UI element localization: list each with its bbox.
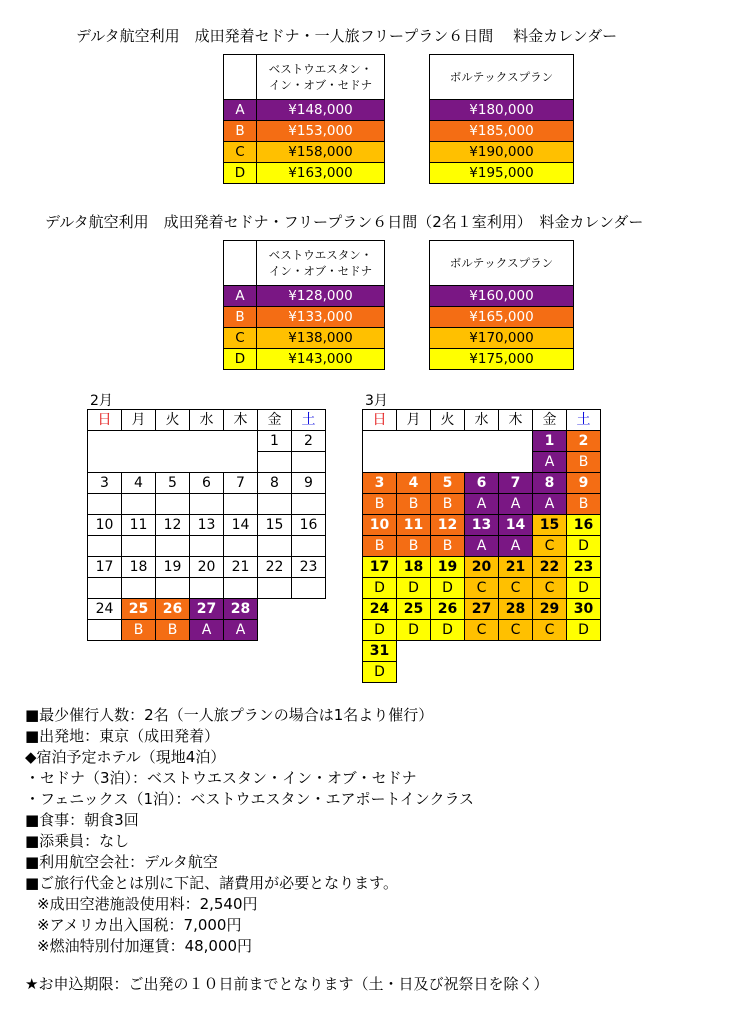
calendar-plan: D: [567, 536, 601, 557]
calendar-plan: B: [431, 536, 465, 557]
weekday-header: 月: [397, 410, 431, 431]
escort: ■添乗員：なし: [25, 832, 130, 850]
feb-month-label: 2月: [90, 393, 113, 409]
weekday-header: 金: [258, 410, 292, 431]
calendar-date: 26: [431, 599, 465, 620]
calendar-date: 6: [190, 473, 224, 494]
calendar-plan: B: [122, 620, 156, 641]
hotel1-header: [257, 241, 385, 286]
calendar-date: 10: [363, 515, 397, 536]
empty-day-block: [363, 431, 533, 473]
calendar-date: 22: [258, 557, 292, 578]
calendar-date: 16: [292, 515, 326, 536]
weekday-header: 木: [224, 410, 258, 431]
calendar-plan: C: [533, 536, 567, 557]
empty-cell: [431, 662, 465, 683]
calendar-date: 4: [397, 473, 431, 494]
empty-cell: [397, 641, 431, 662]
calendar-date: 13: [190, 515, 224, 536]
calendar-date: 1: [258, 431, 292, 452]
departure: ■出発地：東京（成田発着）: [25, 727, 220, 745]
calendar-date: 4: [122, 473, 156, 494]
calendar-plan: A: [533, 452, 567, 473]
calendar-date: 19: [156, 557, 190, 578]
empty-cell: [258, 620, 292, 641]
calendar-plan: D: [363, 620, 397, 641]
calendar-date: 8: [258, 473, 292, 494]
calendar-date: 25: [397, 599, 431, 620]
calendar-plan: [224, 536, 258, 557]
calendar-date: 2: [292, 431, 326, 452]
price-table-single-hotel1: [223, 54, 385, 184]
hotel1-header-line2: イン・オブ・セドナ: [268, 78, 373, 92]
calendar-plan: [190, 494, 224, 515]
tour-info: [25, 705, 474, 957]
calendar-date: 21: [499, 557, 533, 578]
price-cell: ¥143,000: [257, 349, 385, 370]
calendar-date: 14: [499, 515, 533, 536]
weekday-header: 火: [156, 410, 190, 431]
blank-header-cell: [224, 241, 257, 286]
price-cell: ¥163,000: [257, 163, 385, 184]
calendar-date: 25: [122, 599, 156, 620]
calendar-date: 12: [431, 515, 465, 536]
price-cell: ¥195,000: [430, 163, 574, 184]
mar-month-label: 3月: [365, 393, 388, 409]
calendar-date: 30: [567, 599, 601, 620]
weekday-header: 月: [122, 410, 156, 431]
hotel-phoenix: ・フェニックス（1泊）：ベストウエスタン・エアポートインクラス: [25, 790, 475, 808]
calendar-date: 18: [122, 557, 156, 578]
calendar-date: 19: [431, 557, 465, 578]
price-cell: ¥175,000: [430, 349, 574, 370]
calendar-date: 21: [224, 557, 258, 578]
calendar-plan: [156, 536, 190, 557]
calendar-plan: B: [363, 494, 397, 515]
calendar-plan: A: [190, 620, 224, 641]
calendar-date: 9: [292, 473, 326, 494]
hotel1-header: [257, 55, 385, 100]
plan-label: D: [224, 349, 257, 370]
calendar-plan: [122, 578, 156, 599]
empty-day-block: [88, 431, 258, 473]
calendar-date: 27: [465, 599, 499, 620]
calendar-plan: C: [533, 620, 567, 641]
calendar-plan: [224, 578, 258, 599]
calendar-plan: [156, 578, 190, 599]
price-cell: ¥170,000: [430, 328, 574, 349]
empty-cell: [567, 662, 601, 683]
calendar-date: 17: [363, 557, 397, 578]
price-cell: ¥158,000: [257, 142, 385, 163]
calendar-plan: B: [431, 494, 465, 515]
airline: ■利用航空会社：デルタ航空: [25, 853, 218, 871]
weekday-header: 日: [363, 410, 397, 431]
calendar-plan: C: [465, 620, 499, 641]
weekday-header: 土: [292, 410, 326, 431]
calendar-plan: [224, 494, 258, 515]
calendar-date: 6: [465, 473, 499, 494]
calendar-date: 3: [363, 473, 397, 494]
calendar-plan: B: [567, 452, 601, 473]
calendar-plan: D: [431, 578, 465, 599]
calendar-plan: D: [397, 578, 431, 599]
calendar-plan: B: [397, 536, 431, 557]
calendar-date: 20: [465, 557, 499, 578]
hotel-sedona: ・セドナ（3泊）：ベストウエスタン・イン・オブ・セドナ: [25, 769, 417, 787]
empty-cell: [533, 662, 567, 683]
calendar-plan: B: [397, 494, 431, 515]
title-single-plan: デルタ航空利用 成田発着セドナ・一人旅フリープラン６日間 料金カレンダー: [76, 27, 618, 45]
calendar-date: 24: [363, 599, 397, 620]
calendar-date: 2: [567, 431, 601, 452]
calendar-plan: A: [499, 536, 533, 557]
price-cell: ¥133,000: [257, 307, 385, 328]
calendar-date: 23: [292, 557, 326, 578]
calendar-date: 29: [533, 599, 567, 620]
calendar-date: 12: [156, 515, 190, 536]
calendar-date: 18: [397, 557, 431, 578]
weekday-header: 木: [499, 410, 533, 431]
calendar-plan: C: [465, 578, 499, 599]
empty-cell: [397, 662, 431, 683]
calendar-plan: [292, 494, 326, 515]
calendar-date: 13: [465, 515, 499, 536]
application-deadline: ★お申込期限：ご出発の１０日前までとなります（土・日及び祝祭日を除く）: [25, 975, 549, 993]
calendar-plan: [88, 494, 122, 515]
plan-label: A: [224, 100, 257, 121]
blank-header-cell: [224, 55, 257, 100]
calendar-plan: B: [363, 536, 397, 557]
fee-us-tax: ※アメリカ出入国税：7,000円: [37, 916, 242, 934]
weekday-header: 日: [88, 410, 122, 431]
calendar-plan: [258, 578, 292, 599]
empty-cell: [431, 641, 465, 662]
empty-cell: [465, 641, 499, 662]
hotel1-header-line2: イン・オブ・セドナ: [268, 264, 373, 278]
price-table-single-hotel2: [429, 54, 574, 184]
calendar-date: 11: [122, 515, 156, 536]
calendar-plan: [190, 536, 224, 557]
calendar-date: 7: [499, 473, 533, 494]
price-cell: ¥165,000: [430, 307, 574, 328]
calendar-plan: D: [363, 578, 397, 599]
price-table-twin-hotel2: [429, 240, 574, 370]
calendar-date: 28: [224, 599, 258, 620]
price-cell: ¥138,000: [257, 328, 385, 349]
calendar-date: 16: [567, 515, 601, 536]
march-calendar: [362, 409, 601, 683]
calendar-date: 8: [533, 473, 567, 494]
fees-heading: ■ご旅行代金とは別に下記、諸費用が必要となります。: [25, 874, 398, 892]
weekday-header: 土: [567, 410, 601, 431]
calendar-plan: A: [499, 494, 533, 515]
calendar-plan: [88, 536, 122, 557]
calendar-plan: B: [156, 620, 190, 641]
price-cell: ¥190,000: [430, 142, 574, 163]
calendar-date: 31: [363, 641, 397, 662]
calendar-date: 27: [190, 599, 224, 620]
calendar-plan: [258, 494, 292, 515]
calendar-plan: [88, 620, 122, 641]
calendar-plan: D: [397, 620, 431, 641]
weekday-header: 金: [533, 410, 567, 431]
calendar-plan: D: [567, 620, 601, 641]
calendar-date: 5: [156, 473, 190, 494]
empty-cell: [499, 662, 533, 683]
min-participants: ■最少催行人数：2名（一人旅プランの場合は1名より催行）: [25, 706, 434, 724]
calendar-plan: [88, 578, 122, 599]
plan-label: A: [224, 286, 257, 307]
price-cell: ¥148,000: [257, 100, 385, 121]
calendar-date: 11: [397, 515, 431, 536]
price-cell: ¥160,000: [430, 286, 574, 307]
plan-label: B: [224, 307, 257, 328]
calendar-plan: A: [465, 536, 499, 557]
price-table-twin-hotel1: [223, 240, 385, 370]
calendar-date: 23: [567, 557, 601, 578]
calendar-plan: [122, 494, 156, 515]
plan-label: D: [224, 163, 257, 184]
calendar-plan: [292, 536, 326, 557]
calendar-plan: [122, 536, 156, 557]
price-cell: ¥185,000: [430, 121, 574, 142]
weekday-header: 水: [190, 410, 224, 431]
calendar-date: 15: [258, 515, 292, 536]
calendar-date: 22: [533, 557, 567, 578]
fee-airport: ※成田空港施設使用料：2,540円: [37, 895, 258, 913]
calendar-plan: A: [533, 494, 567, 515]
empty-cell: [499, 641, 533, 662]
calendar-date: 3: [88, 473, 122, 494]
hotel2-header: ボルテックスプラン: [430, 55, 574, 100]
calendar-plan: C: [499, 620, 533, 641]
empty-cell: [292, 620, 326, 641]
calendar-plan: [156, 494, 190, 515]
calendar-date: 9: [567, 473, 601, 494]
calendar-date: 15: [533, 515, 567, 536]
empty-cell: [258, 599, 292, 620]
plan-label: C: [224, 328, 257, 349]
calendar-date: 26: [156, 599, 190, 620]
calendar-date: 28: [499, 599, 533, 620]
calendar-plan: A: [465, 494, 499, 515]
hotel1-header-line1: ベストウエスタン・: [268, 248, 373, 262]
fee-fuel: ※燃油特別付加運賃：48,000円: [37, 937, 253, 955]
weekday-header: 火: [431, 410, 465, 431]
calendar-plan: C: [499, 578, 533, 599]
calendar-date: 7: [224, 473, 258, 494]
price-cell: ¥180,000: [430, 100, 574, 121]
calendar-date: 14: [224, 515, 258, 536]
calendar-plan: C: [533, 578, 567, 599]
empty-cell: [292, 599, 326, 620]
hotel1-header-line1: ベストウエスタン・: [268, 62, 373, 76]
calendar-date: 10: [88, 515, 122, 536]
calendar-plan: [258, 536, 292, 557]
empty-cell: [533, 641, 567, 662]
calendar-plan: D: [431, 620, 465, 641]
hotels-heading: ◆宿泊予定ホテル（現地4泊）: [25, 748, 226, 766]
calendar-date: 1: [533, 431, 567, 452]
weekday-header: 水: [465, 410, 499, 431]
calendar-date: 17: [88, 557, 122, 578]
plan-label: C: [224, 142, 257, 163]
empty-cell: [465, 662, 499, 683]
calendar-plan: [190, 578, 224, 599]
calendar-date: 24: [88, 599, 122, 620]
price-cell: ¥128,000: [257, 286, 385, 307]
calendar-plan: D: [363, 662, 397, 683]
calendar-date: 5: [431, 473, 465, 494]
title-twin-plan: デルタ航空利用 成田発着セドナ・フリープラン６日間（2名１室利用） 料金カレンダー: [45, 213, 644, 231]
calendar-plan: A: [224, 620, 258, 641]
calendar-plan: [292, 578, 326, 599]
empty-cell: [567, 641, 601, 662]
calendar-plan: D: [567, 578, 601, 599]
calendar-date: 20: [190, 557, 224, 578]
calendar-plan: [292, 452, 326, 473]
calendar-plan: B: [567, 494, 601, 515]
hotel2-header: ボルテックスプラン: [430, 241, 574, 286]
calendar-plan: [258, 452, 292, 473]
meals: ■食事：朝食3回: [25, 811, 139, 829]
february-calendar: [87, 409, 326, 641]
price-cell: ¥153,000: [257, 121, 385, 142]
plan-label: B: [224, 121, 257, 142]
